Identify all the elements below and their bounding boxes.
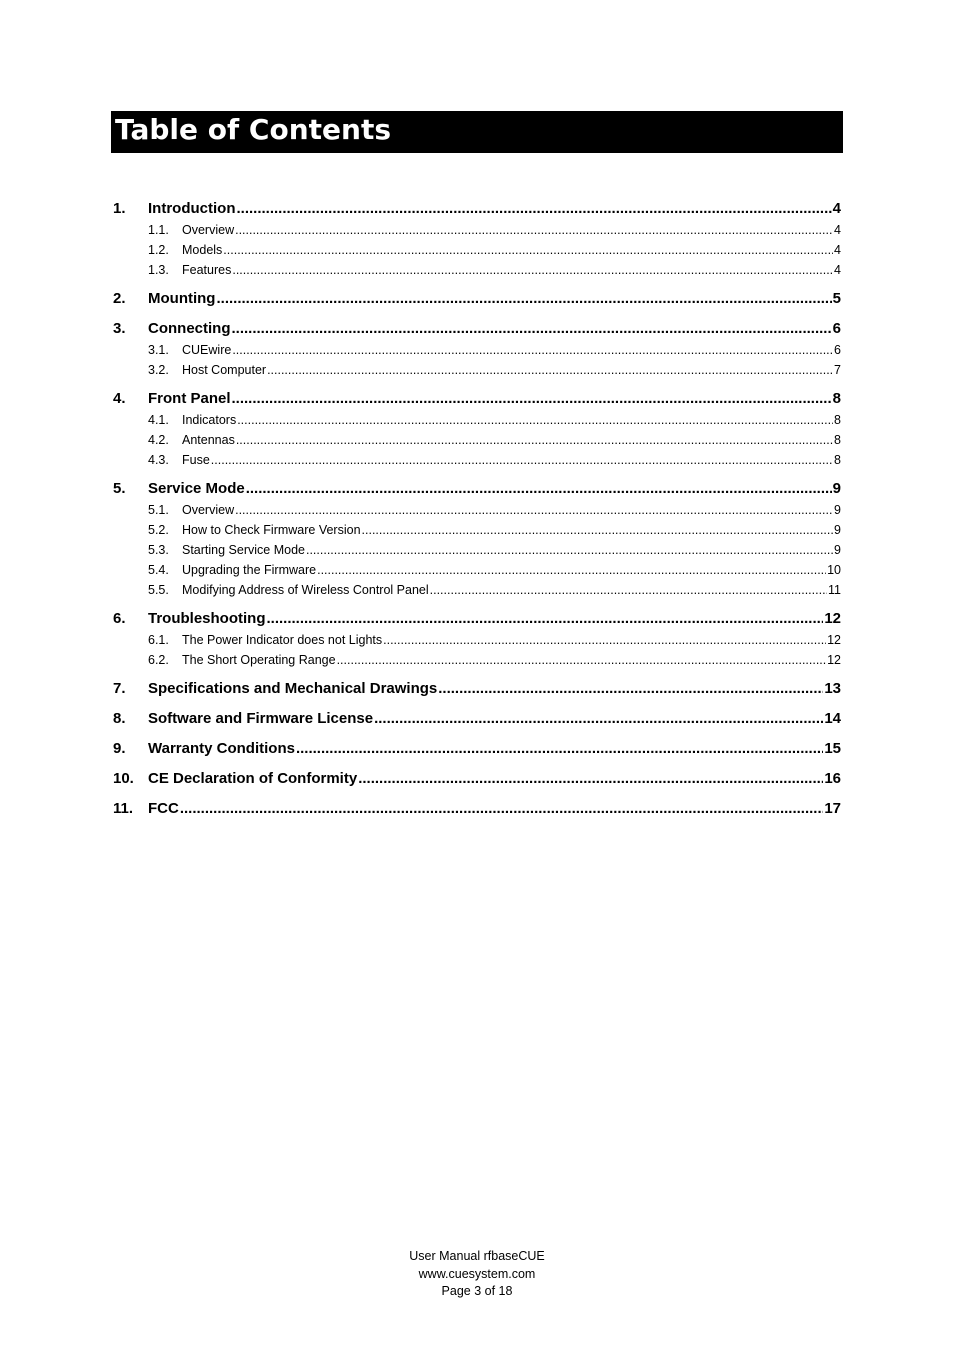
toc-subentry-page: 10 [827, 563, 841, 577]
toc-entry-number: 1. [113, 200, 126, 217]
toc-entry-number: 7. [113, 680, 126, 697]
toc-entry-label: CE Declaration of Conformity [148, 770, 358, 787]
toc-subentry-number: 6.2. [148, 653, 169, 667]
toc-subentry-label: Starting Service Mode [182, 543, 305, 557]
toc-subentry[interactable] [113, 450, 841, 470]
toc-subentry-label: Host Computer [182, 363, 267, 377]
toc-subentry-number: 5.5. [148, 583, 169, 597]
toc-subentry-label: The Short Operating Range [182, 653, 336, 667]
toc-leader-dots [232, 260, 833, 280]
toc-subentry-page: 9 [834, 543, 841, 557]
toc-leader-dots [232, 388, 832, 410]
toc-entry-number: 4. [113, 390, 126, 407]
toc-entry-page: 8 [832, 390, 841, 407]
toc-subentry-number: 1.2. [148, 243, 169, 257]
toc-subentry-page: 7 [834, 363, 841, 377]
toc-entry-label: FCC [148, 800, 179, 817]
toc-subentry-page: 12 [827, 633, 841, 647]
toc-subentry-page: 8 [834, 413, 841, 427]
toc-subentry-label: Overview [182, 503, 235, 517]
toc-subentry-number: 1.3. [148, 263, 169, 277]
toc-subentry-label: Overview [182, 223, 235, 237]
toc-subentry[interactable] [113, 500, 841, 520]
toc-subentry[interactable] [113, 430, 841, 450]
toc-entry-page: 12 [824, 610, 841, 627]
toc-entry-label: Specifications and Mechanical Drawings [148, 680, 438, 697]
toc-entry[interactable] [113, 288, 841, 310]
toc-leader-dots [211, 450, 833, 470]
toc-entry-number: 10. [113, 770, 134, 787]
toc-entry[interactable] [113, 798, 841, 820]
toc-entry[interactable] [113, 388, 841, 410]
toc-leader-dots [180, 798, 823, 820]
toc-leader-dots [267, 360, 833, 380]
toc-leader-dots [246, 478, 832, 500]
toc-entry[interactable] [113, 198, 841, 220]
toc-subentry-page: 8 [834, 453, 841, 467]
toc-entry-number: 9. [113, 740, 126, 757]
toc-leader-dots [383, 630, 826, 650]
toc-subentry[interactable] [113, 540, 841, 560]
toc-leader-dots [236, 430, 833, 450]
toc-subentry-number: 3.1. [148, 343, 169, 357]
toc-subentry-number: 5.3. [148, 543, 169, 557]
footer-page-number: Page 3 of 18 [441, 1284, 513, 1298]
toc-subentry[interactable] [113, 220, 841, 240]
toc-entry-label: Mounting [148, 290, 216, 307]
toc-subentry-label: Features [182, 263, 232, 277]
toc-subentry-page: 8 [834, 433, 841, 447]
toc-subentry-number: 3.2. [148, 363, 169, 377]
toc-subentry-label: CUEwire [182, 343, 232, 357]
toc-subentry-page: 4 [834, 223, 841, 237]
toc-subentry-label: Indicators [182, 413, 237, 427]
page-title: Table of Contents [115, 113, 392, 146]
toc-leader-dots [358, 768, 823, 790]
toc-subentry-label: Fuse [182, 453, 210, 467]
toc-subentry[interactable] [113, 410, 841, 430]
toc-leader-dots [337, 650, 827, 670]
toc-entry-label: Introduction [148, 200, 236, 217]
toc-subentry[interactable] [113, 580, 841, 600]
toc-leader-dots [216, 288, 831, 310]
toc-subentry[interactable] [113, 260, 841, 280]
toc-subentry-label: Antennas [182, 433, 235, 447]
toc-subentry-label: Upgrading the Firmware [182, 563, 317, 577]
toc-subentry-number: 5.4. [148, 563, 169, 577]
toc-subentry-page: 9 [834, 503, 841, 517]
toc-subentry-page: 11 [828, 583, 841, 597]
toc-leader-dots [232, 318, 832, 340]
toc-entry-label: Software and Firmware License [148, 710, 374, 727]
toc-subentry-number: 6.1. [148, 633, 169, 647]
toc-entry-number: 3. [113, 320, 126, 337]
toc-leader-dots [306, 540, 833, 560]
toc-entry-page: 6 [832, 320, 841, 337]
toc-entry-page: 15 [824, 740, 841, 757]
toc-entry[interactable] [113, 708, 841, 730]
toc-entry-number: 11. [113, 800, 134, 817]
toc-entry[interactable] [113, 318, 841, 340]
toc-entry[interactable] [113, 608, 841, 630]
toc-entry-number: 2. [113, 290, 126, 307]
toc-entry-number: 5. [113, 480, 126, 497]
toc-leader-dots [317, 560, 826, 580]
toc-entry-label: Troubleshooting [148, 610, 266, 627]
footer-website: www.cuesystem.com [418, 1266, 536, 1281]
toc-entry-page: 4 [832, 200, 841, 217]
title-bar [111, 111, 843, 153]
toc-subentry-label: Modifying Address of Wireless Control Panel [182, 583, 429, 597]
toc-subentry-number: 4.1. [148, 413, 169, 427]
toc-subentry-page: 4 [834, 243, 841, 257]
toc-leader-dots [223, 240, 833, 260]
toc-subentry[interactable] [113, 340, 841, 360]
page-footer [0, 1248, 954, 1301]
toc-subentry-label: Models [182, 243, 223, 257]
toc-entry-page: 17 [824, 800, 841, 817]
toc-entry-page: 16 [824, 770, 841, 787]
toc-subentry-page: 12 [827, 653, 841, 667]
toc-subentry[interactable] [113, 650, 841, 670]
toc-leader-dots [236, 198, 831, 220]
toc-entry[interactable] [113, 768, 841, 790]
toc-subentry[interactable] [113, 630, 841, 650]
toc-subentry-number: 5.1. [148, 503, 169, 517]
toc-entry-number: 6. [113, 610, 126, 627]
toc-entry-page: 13 [824, 680, 841, 697]
toc-entry-page: 5 [832, 290, 841, 307]
toc-leader-dots [237, 410, 833, 430]
toc-entry[interactable] [113, 678, 841, 700]
toc-leader-dots [235, 220, 833, 240]
toc-subentry-label: The Power Indicator does not Lights [182, 633, 383, 647]
toc-subentry[interactable] [113, 240, 841, 260]
toc-entry[interactable] [113, 478, 841, 500]
toc-entry-label: Front Panel [148, 390, 231, 407]
footer-manual-name: User Manual rfbaseCUE [409, 1249, 545, 1263]
toc-subentry-label: How to Check Firmware Version [182, 523, 361, 537]
toc-entry-page: 9 [832, 480, 841, 497]
toc-leader-dots [267, 608, 824, 630]
table-of-contents [113, 198, 841, 820]
toc-subentry-page: 9 [834, 523, 841, 537]
toc-entry[interactable] [113, 738, 841, 760]
toc-leader-dots [438, 678, 823, 700]
toc-subentry[interactable] [113, 560, 841, 580]
toc-entry-label: Warranty Conditions [148, 740, 295, 757]
toc-leader-dots [235, 500, 833, 520]
toc-leader-dots [296, 738, 823, 760]
toc-subentry-number: 1.1. [148, 223, 169, 237]
toc-leader-dots [362, 520, 834, 540]
toc-subentry-number: 4.2. [148, 433, 169, 447]
toc-subentry[interactable] [113, 360, 841, 380]
toc-entry-label: Connecting [148, 320, 231, 337]
toc-leader-dots [374, 708, 823, 730]
toc-entry-page: 14 [824, 710, 841, 727]
toc-subentry-page: 6 [834, 343, 841, 357]
toc-subentry-number: 4.3. [148, 453, 169, 467]
toc-entry-number: 8. [113, 710, 126, 727]
toc-subentry[interactable] [113, 520, 841, 540]
toc-leader-dots [232, 340, 833, 360]
toc-entry-label: Service Mode [148, 480, 245, 497]
toc-subentry-page: 4 [834, 263, 841, 277]
toc-leader-dots [430, 580, 827, 600]
toc-subentry-number: 5.2. [148, 523, 169, 537]
